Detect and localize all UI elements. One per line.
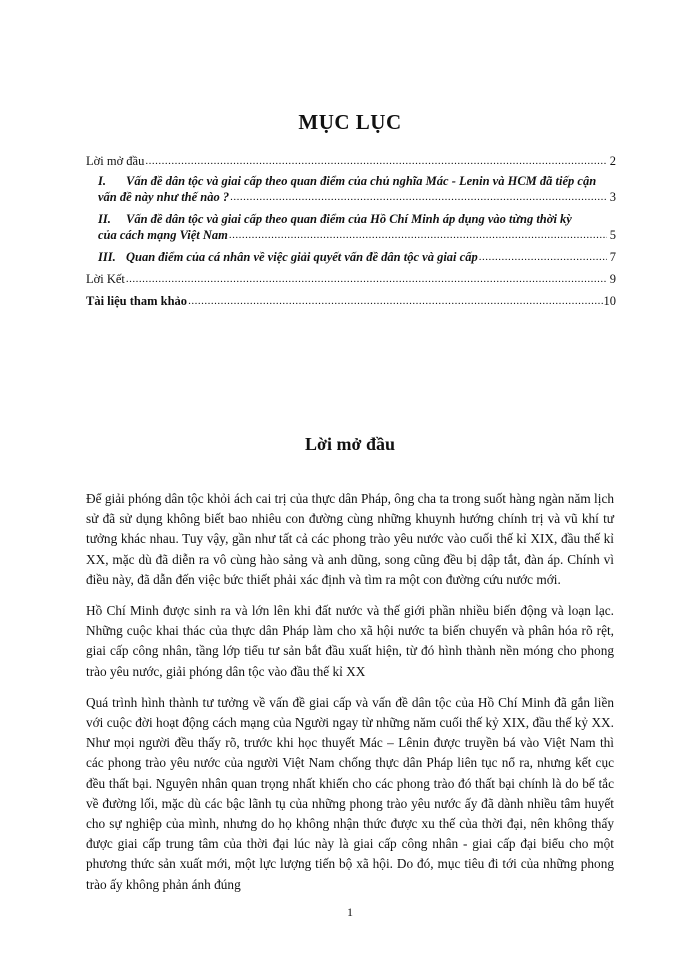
toc-leader-dots bbox=[145, 153, 607, 169]
toc-entry-conclusion[interactable] bbox=[86, 271, 616, 287]
toc-entry-label: Lời mở đầu bbox=[86, 154, 145, 168]
toc-entry-numeral: III. bbox=[98, 250, 116, 264]
toc-leader-dots bbox=[479, 249, 607, 265]
toc-entry-label: Lời Kết bbox=[86, 272, 125, 286]
intro-paragraph-3: Quá trình hình thành tư tưởng về vấn đề giai cấp và vấn đề dân tộc của Hồ Chí Minh đã gắn liền với cuộc đời hoạt động cách mạng của Người ngay từ những năm cuối thế kỷ XIX, đầu thế kỷ XX. Như mọi người đều thấy rõ, trước khi học thuyết Mác – Lênin được truyền bá vào Việt Nam thì các phong trào yêu nước của người Việt Nam chống thực dân Pháp liên tục nổ ra, nhưng kết cục đều thất bại. Nguyên nhân quan trọng nhất khiến cho các phong trào đó thất bại chính là do bế tắc về đường lối, mặc dù các bậc lãnh tụ của những phong trào yêu nước ấy đã dành nhiều tâm huyết cho sự nghiệp của mình, nhưng do họ không nhận thức được xu thế của thời đại, nên không thấy được giai cấp trung tâm của thời đại lúc này là giai cấp công nhân - giai cấp đại biểu cho một phương thức sản xuất mới, một lực lượng tiến bộ xã hội. Do đó, mục tiêu đi tới của những phong trào ấy không phản ánh đúng bbox=[86, 694, 614, 892]
toc-leader-dots bbox=[188, 293, 602, 309]
toc-entry-label: Quan điểm của cá nhân về việc giải quyết vấn đề dân tộc và giai cấp bbox=[126, 250, 478, 264]
intro-heading: Lời mở đầu bbox=[305, 434, 395, 454]
toc-entry-numeral: II. bbox=[98, 212, 111, 226]
intro-paragraph-2: Hồ Chí Minh được sinh ra và lớn lên khi đất nước và thế giới phần nhiều biến động và loạn lạc. Những cuộc khai thác của thực dân Pháp làm cho xã hội nước ta biến chuyển và phân hóa rõ rệt, giai cấp công nhân, tầng lớp tiểu tư sản bắt đầu xuất hiện, từ đó hình thành nền móng cho phong trào yêu nước, giải phóng dân tộc vào đầu thế kỉ XX bbox=[86, 603, 614, 679]
page-number: 1 bbox=[347, 905, 353, 919]
toc-entry-page: 7 bbox=[609, 250, 616, 264]
toc-entry-references[interactable] bbox=[86, 293, 616, 309]
toc-entry-intro[interactable] bbox=[86, 153, 616, 169]
toc-entry-label-line2: của cách mạng Việt Nam bbox=[98, 228, 228, 242]
table-of-contents bbox=[86, 153, 616, 309]
toc-entry-numeral: I. bbox=[98, 174, 106, 188]
toc-entry-page: 5 bbox=[609, 228, 616, 242]
toc-entry-section-1[interactable] bbox=[86, 173, 616, 205]
toc-entry-label-line2: vấn đề này như thế nào ? bbox=[98, 190, 230, 204]
toc-entry-section-3[interactable] bbox=[86, 249, 616, 265]
toc-entry-page: 10 bbox=[603, 294, 616, 308]
toc-entry-page: 2 bbox=[609, 154, 616, 168]
toc-entry-section-2[interactable] bbox=[86, 211, 616, 243]
intro-body bbox=[86, 489, 614, 906]
toc-title: MỤC LỤC bbox=[298, 110, 402, 134]
toc-entry-page: 9 bbox=[609, 272, 616, 286]
toc-entry-label-line1: Vấn đề dân tộc và giai cấp theo quan điểm của Hồ Chí Minh áp dụng vào từng thời kỳ bbox=[126, 212, 572, 226]
toc-leader-dots bbox=[230, 189, 607, 205]
toc-entry-page: 3 bbox=[609, 190, 616, 204]
toc-entry-label: Tài liệu tham khảo bbox=[86, 294, 188, 308]
intro-paragraph-1: Để giải phóng dân tộc khỏi ách cai trị của thực dân Pháp, ông cha ta trong suốt hàng ngàn năm lịch sử đã sử dụng không biết bao nhiêu con đường cùng những khuynh hướng chính trị và vũ khí tư tưởng khác nhau. Tuy vậy, gần như tất cả các phong trào yêu nước vào cuối thế kỉ XIX, đầu thế kỉ XX, mặc dù đã diễn ra vô cùng hào sảng và anh dũng, song cũng đều bị dập tắt, đàn áp. Chính vì điều này, đã dẫn đến việc bức thiết phải xác định và tìm ra một con đường cứu nước mới. bbox=[86, 491, 614, 587]
toc-entry-label-line1: Vấn đề dân tộc và giai cấp theo quan điểm của chủ nghĩa Mác - Lenin và HCM đã tiếp cận bbox=[126, 174, 597, 188]
toc-leader-dots bbox=[229, 227, 607, 243]
toc-leader-dots bbox=[126, 271, 607, 287]
